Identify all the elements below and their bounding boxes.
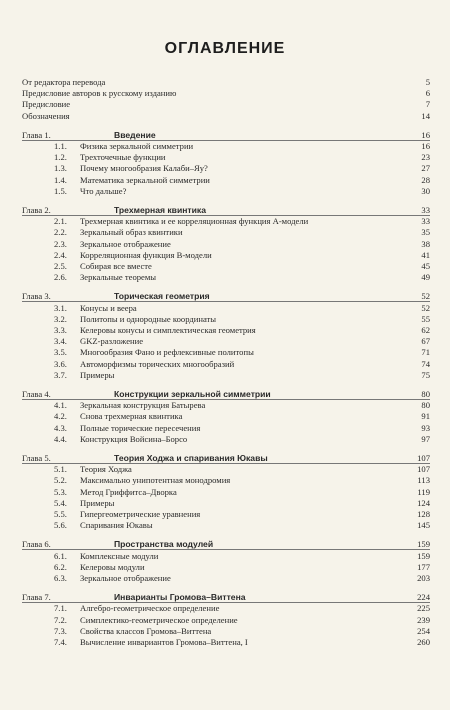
page-number: 33: [421, 205, 430, 215]
section-row: [22, 486, 430, 498]
section-row: [22, 410, 430, 422]
section-number: 1.5.: [54, 185, 67, 196]
section-title: Политопы и однородные координаты: [80, 313, 217, 324]
page-number: 239: [417, 614, 430, 625]
page-number: 224: [417, 592, 430, 603]
page-number: 52: [421, 302, 430, 313]
section-number: 4.4.: [54, 433, 67, 444]
section-title: Зеркальные теоремы: [80, 272, 157, 283]
page-number: 159: [417, 539, 430, 550]
section-number: 5.4.: [54, 497, 67, 508]
chapter-title: Конструкции зеркальной симметрии: [114, 389, 271, 399]
section-number: 3.1.: [54, 302, 67, 313]
section-title: Алгебро-геометрическое определение: [80, 603, 220, 614]
chapter-label: Глава 1.: [22, 129, 51, 140]
section-title: Конусы и веера: [80, 302, 137, 313]
section-number: 7.4.: [54, 637, 67, 647]
section-row: [22, 561, 430, 573]
section-title: Спаривания Юкавы: [80, 520, 153, 531]
page-number: 35: [421, 227, 430, 238]
page-number: 107: [417, 464, 430, 475]
section-title: Собирая все вместе: [80, 261, 152, 271]
entry-title: Предисловие авторов к русскому изданию: [22, 88, 177, 99]
section-number: 1.2.: [54, 152, 67, 163]
section-number: 7.1.: [54, 603, 67, 614]
section-number: 3.3.: [54, 325, 67, 335]
section-row: [22, 346, 430, 358]
entry-title: Предисловие: [22, 99, 71, 110]
page-number: 91: [421, 411, 430, 422]
page-number: 74: [421, 358, 430, 369]
section-row: [22, 358, 430, 370]
section-row: [22, 399, 430, 411]
section-title: Комплексные модули: [80, 550, 159, 561]
section-title: Физика зеркальной симметрии: [80, 141, 194, 151]
section-row: [22, 636, 430, 648]
chapter-label: Глава 5.: [22, 453, 51, 463]
page-number: 7: [425, 99, 430, 110]
page-number: 113: [417, 475, 430, 486]
section-row: [22, 260, 430, 272]
section-number: 7.2.: [54, 614, 67, 625]
section-title: Конструкция Войсина–Борсо: [80, 433, 188, 444]
chapter-row: [22, 591, 430, 603]
section-title: Симплектико-геометрическое определение: [80, 614, 238, 625]
page-number: 225: [417, 603, 430, 614]
page-number: 203: [417, 573, 430, 583]
section-title: Примеры: [80, 497, 115, 508]
section-title: Автоморфизмы торических многообразий: [80, 358, 235, 369]
section-title: Гипергеометрические уравнения: [80, 509, 201, 519]
chapter-title: Теория Ходжа и спаривания Юкавы: [114, 453, 268, 463]
section-row: [22, 572, 430, 584]
chapter-title: Пространства модулей: [114, 539, 214, 550]
section-row: [22, 185, 430, 197]
section-number: 2.5.: [54, 261, 67, 271]
section-row: [22, 433, 430, 445]
page-number: 16: [421, 141, 430, 151]
section-row: [22, 226, 430, 238]
page-number: 5: [425, 77, 430, 87]
section-number: 1.4.: [54, 174, 67, 185]
front-matter-row: [22, 76, 430, 88]
page-number: 55: [421, 313, 430, 324]
section-row: [22, 302, 430, 314]
page-number: 75: [421, 369, 430, 380]
chapter-title: Трехмерная квинтика: [114, 205, 207, 215]
page-number: 6: [425, 88, 430, 99]
chapter-row: [22, 129, 430, 141]
section-row: [22, 474, 430, 486]
section-number: 3.2.: [54, 313, 67, 324]
section-number: 3.5.: [54, 347, 67, 358]
entry-title: От редактора перевода: [22, 77, 106, 87]
front-matter-row: [22, 110, 430, 122]
section-row: [22, 625, 430, 637]
section-title: Почему многообразия Калаби–Яу?: [80, 163, 208, 174]
page-number: 71: [421, 347, 430, 358]
chapter-label: Глава 6.: [22, 539, 51, 550]
front-matter-row: [22, 98, 430, 110]
section-row: [22, 313, 430, 325]
section-row: [22, 497, 430, 509]
page-number: 62: [421, 325, 430, 335]
section-row: [22, 174, 430, 186]
section-title: Теория Ходжа: [80, 464, 132, 475]
page-number: 27: [421, 163, 430, 174]
section-title: Примеры: [80, 369, 115, 380]
section-number: 5.5.: [54, 509, 67, 519]
page-number: 177: [417, 561, 430, 572]
page-title: ОГЛАВЛЕНИЕ: [164, 40, 286, 57]
section-title: Келеровы конусы и симплектическая геометрия: [80, 325, 256, 335]
section-title: Корреляционная функция В-модели: [80, 249, 212, 260]
chapter-title: Торическая геометрия: [114, 291, 210, 302]
section-title: Математика зеркальной симметрии: [80, 174, 210, 185]
front-matter-row: [22, 87, 430, 99]
section-title: Трехточечные функции: [80, 152, 166, 163]
page-number: 16: [421, 129, 430, 140]
page-number: 97: [421, 433, 430, 444]
section-number: 4.2.: [54, 411, 67, 422]
section-number: 6.2.: [54, 561, 67, 572]
section-title: Метод Гриффитса–Дворка: [80, 486, 177, 497]
page-number: 93: [421, 422, 430, 433]
page-number: 80: [421, 400, 430, 411]
page-number: 145: [417, 520, 430, 531]
chapter-row: [22, 204, 430, 216]
section-row: [22, 614, 430, 626]
section-row: [22, 151, 430, 163]
page-number: 45: [421, 261, 430, 271]
section-title: Многообразия Фано и рефлексивные политопы: [80, 347, 254, 358]
page-number: 159: [417, 550, 430, 561]
page-number: 52: [421, 291, 430, 302]
section-number: 2.2.: [54, 227, 67, 238]
section-title: Максимально унипотентная монодромия: [80, 475, 231, 486]
section-row: [22, 271, 430, 283]
chapter-label: Глава 2.: [22, 205, 51, 215]
section-number: 4.3.: [54, 422, 67, 433]
page-number: 33: [421, 216, 430, 227]
section-row: [22, 335, 430, 347]
section-number: 1.3.: [54, 163, 67, 174]
section-title: Зеркальный образ квинтики: [80, 227, 183, 238]
entry-title: Обозначения: [22, 110, 70, 121]
section-title: Зеркальная конструкция Батырева: [80, 400, 206, 411]
section-number: 7.3.: [54, 625, 67, 636]
section-title: Келеровы модули: [80, 561, 145, 572]
page-number: 67: [421, 336, 430, 347]
section-row: [22, 550, 430, 562]
section-row: [22, 249, 430, 261]
section-number: 6.3.: [54, 573, 67, 583]
chapter-label: Глава 4.: [22, 389, 51, 399]
section-row: [22, 463, 430, 475]
section-number: 5.3.: [54, 486, 67, 497]
section-row: [22, 422, 430, 434]
chapter-title: Инварианты Громова–Виттена: [114, 592, 246, 603]
section-number: 5.6.: [54, 520, 67, 531]
section-row: [22, 238, 430, 250]
section-number: 2.6.: [54, 272, 67, 283]
section-title: Что дальше?: [80, 185, 127, 196]
chapter-row: [22, 290, 430, 302]
section-number: 4.1.: [54, 400, 67, 411]
page-number: 49: [421, 272, 430, 283]
page-number: 260: [417, 637, 430, 647]
section-row: [22, 215, 430, 227]
page-number: 28: [421, 174, 430, 185]
page-number: 23: [421, 152, 430, 163]
page-number: 107: [417, 453, 430, 463]
section-number: 6.1.: [54, 550, 67, 561]
page-number: 80: [421, 389, 430, 399]
section-number: 3.7.: [54, 369, 67, 380]
section-number: 3.6.: [54, 358, 67, 369]
page-number: 41: [421, 249, 430, 260]
section-title: Вычисление инвариантов Громова–Виттена, I: [80, 637, 248, 647]
section-row: [22, 324, 430, 336]
section-number: 2.3.: [54, 238, 67, 249]
section-row: [22, 140, 430, 152]
page-number: 14: [421, 110, 430, 121]
section-number: 5.1.: [54, 464, 67, 475]
chapter-label: Глава 7.: [22, 592, 51, 603]
section-title: Трехмерная квинтика и ее корреляционная функция А-модели: [80, 216, 309, 227]
chapter-row: [22, 538, 430, 550]
section-row: [22, 508, 430, 520]
page-number: 30: [421, 185, 430, 196]
section-number: 2.4.: [54, 249, 67, 260]
section-title: Полные торические пересечения: [80, 422, 201, 433]
section-number: 2.1.: [54, 216, 67, 227]
chapter-row: [22, 452, 430, 464]
page-number: 119: [417, 486, 430, 497]
page-number: 128: [417, 509, 430, 519]
section-row: [22, 369, 430, 381]
chapter-label: Глава 3.: [22, 291, 51, 302]
section-title: Зеркальное отображение: [80, 573, 171, 583]
chapter-title: Введение: [114, 129, 156, 140]
page-number: 38: [421, 238, 430, 249]
section-row: [22, 162, 430, 174]
section-number: 5.2.: [54, 475, 67, 486]
section-title: Снова трехмерная квинтика: [80, 411, 183, 422]
chapter-row: [22, 388, 430, 400]
section-number: 3.4.: [54, 336, 67, 347]
section-title: Свойства классов Громова–Виттена: [80, 625, 212, 636]
page-number: 254: [417, 625, 430, 636]
section-row: [22, 602, 430, 614]
page-number: 124: [417, 497, 430, 508]
section-number: 1.1.: [54, 141, 67, 151]
section-row: [22, 519, 430, 531]
section-title: GKZ-разложение: [80, 336, 144, 347]
section-title: Зеркальное отображение: [80, 238, 171, 249]
